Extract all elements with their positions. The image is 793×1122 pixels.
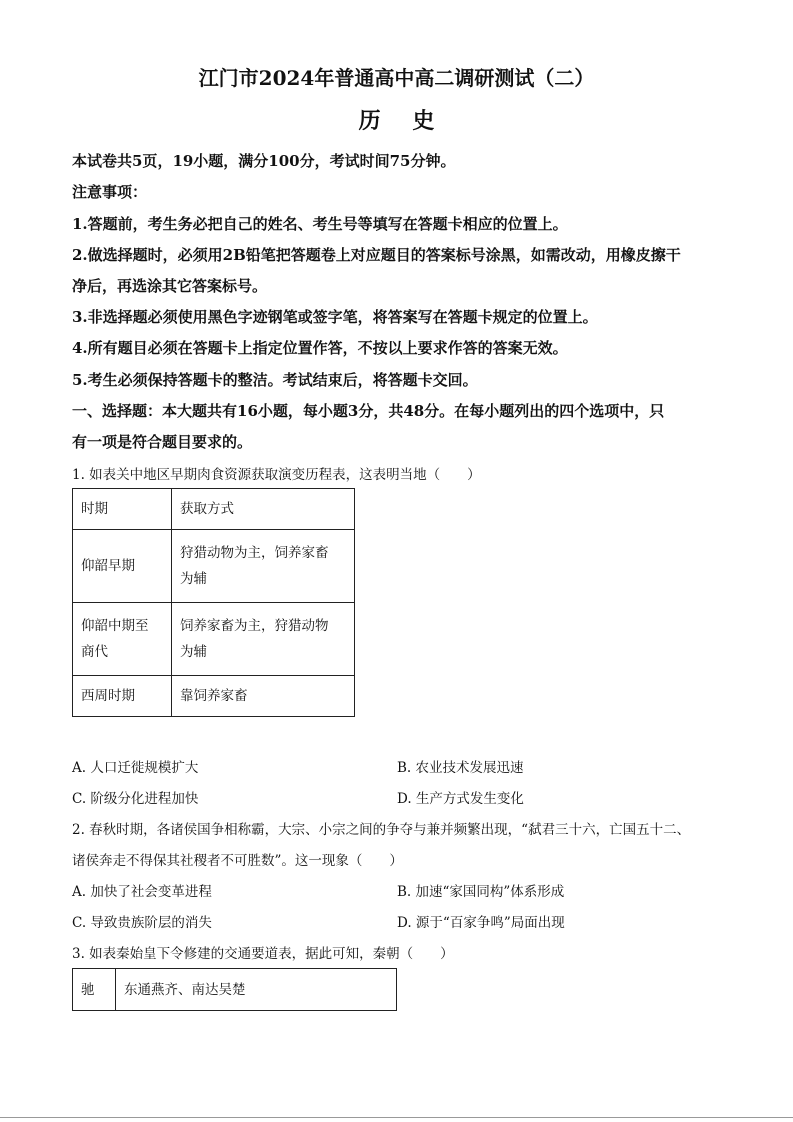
table-cell-period: 仰韶中期至 商代 [73, 603, 172, 676]
table-header-row [73, 489, 355, 530]
question-2-option-d: D. 源于“百家争鸣”局面出现 [397, 915, 565, 931]
question-3-table [72, 968, 397, 1011]
page-bottom-divider [0, 1117, 793, 1118]
question-1-option-b: B. 农业技术发展迅速 [397, 760, 524, 776]
notice-item-2: 2.做选择题时，必须用2B铅笔把答题卷上对应题目的答案标号涂黑，如需改动，用橡皮擦干 [72, 246, 681, 264]
question-2-stem: 2. 春秋时期，各诸侯国争相称霸，大宗、小宗之间的争夺与兼并频繁出现，“弑君三十六，亡国五十二、 [72, 822, 691, 838]
table-cell-method: 靠饲养家畜 [172, 676, 355, 717]
exam-title: 江门市2024年普通高中高二调研测试（二） [198, 66, 595, 90]
exam-summary: 本试卷共5页，19小题，满分100分，考试时间75分钟。 [72, 152, 456, 170]
section-heading-cont: 有一项是符合题目要求的。 [72, 433, 253, 451]
notice-item-2-cont: 净后，再选涂其它答案标号。 [72, 277, 268, 295]
question-1-table [72, 488, 355, 717]
subject-title: 历 史 [358, 108, 447, 134]
question-2-option-a: A. 加快了社会变革进程 [72, 884, 212, 900]
question-1-option-a: A. 人口迁徙规模扩大 [72, 760, 199, 776]
table-row [73, 603, 355, 676]
table-header-cell: 时期 [73, 489, 172, 530]
section-heading: 一、选择题：本大题共有16小题，每小题3分，共48分。在每小题列出的四个选项中，只 [72, 402, 665, 420]
notice-item-1: 1.答题前，考生务必把自己的姓名、考生号等填写在答题卡相应的位置上。 [72, 215, 568, 233]
table-cell-method: 狩猎动物为主，饲养家畜 为辅 [172, 530, 355, 603]
table-cell-desc: 东通燕齐、南达吴楚 [116, 969, 397, 1011]
table-cell-name: 驰 [73, 969, 116, 1011]
table-row [73, 676, 355, 717]
question-1-option-c: C. 阶级分化进程加快 [72, 791, 199, 807]
question-3-stem: 3. 如表秦始皇下令修建的交通要道表，据此可知，秦朝（ ） [72, 946, 454, 962]
notice-item-3: 3.非选择题必须使用黑色字迹钢笔或签字笔，将答案写在答题卡规定的位置上。 [72, 308, 598, 326]
table-cell-period: 仰韶早期 [73, 530, 172, 603]
question-2-stem-cont: 诸侯奔走不得保其社稷者不可胜数”。这一现象（ ） [72, 853, 403, 869]
table-cell-period: 西周时期 [73, 676, 172, 717]
table-row [73, 969, 397, 1011]
notice-item-4: 4.所有题目必须在答题卡上指定位置作答，不按以上要求作答的答案无效。 [72, 339, 568, 357]
table-cell-method: 饲养家畜为主，狩猎动物 为辅 [172, 603, 355, 676]
question-1-stem: 1. 如表关中地区早期肉食资源获取演变历程表，这表明当地（ ） [72, 467, 481, 483]
notice-heading: 注意事项： [72, 183, 148, 201]
question-2-option-c: C. 导致贵族阶层的消失 [72, 915, 212, 931]
table-row [73, 530, 355, 603]
question-1-option-d: D. 生产方式发生变化 [397, 791, 524, 807]
notice-item-5: 5.考生必须保持答题卡的整洁。考试结束后，将答题卡交回。 [72, 371, 478, 389]
table-header-cell: 获取方式 [172, 489, 355, 530]
question-2-option-b: B. 加速“家国同构”体系形成 [397, 884, 565, 900]
